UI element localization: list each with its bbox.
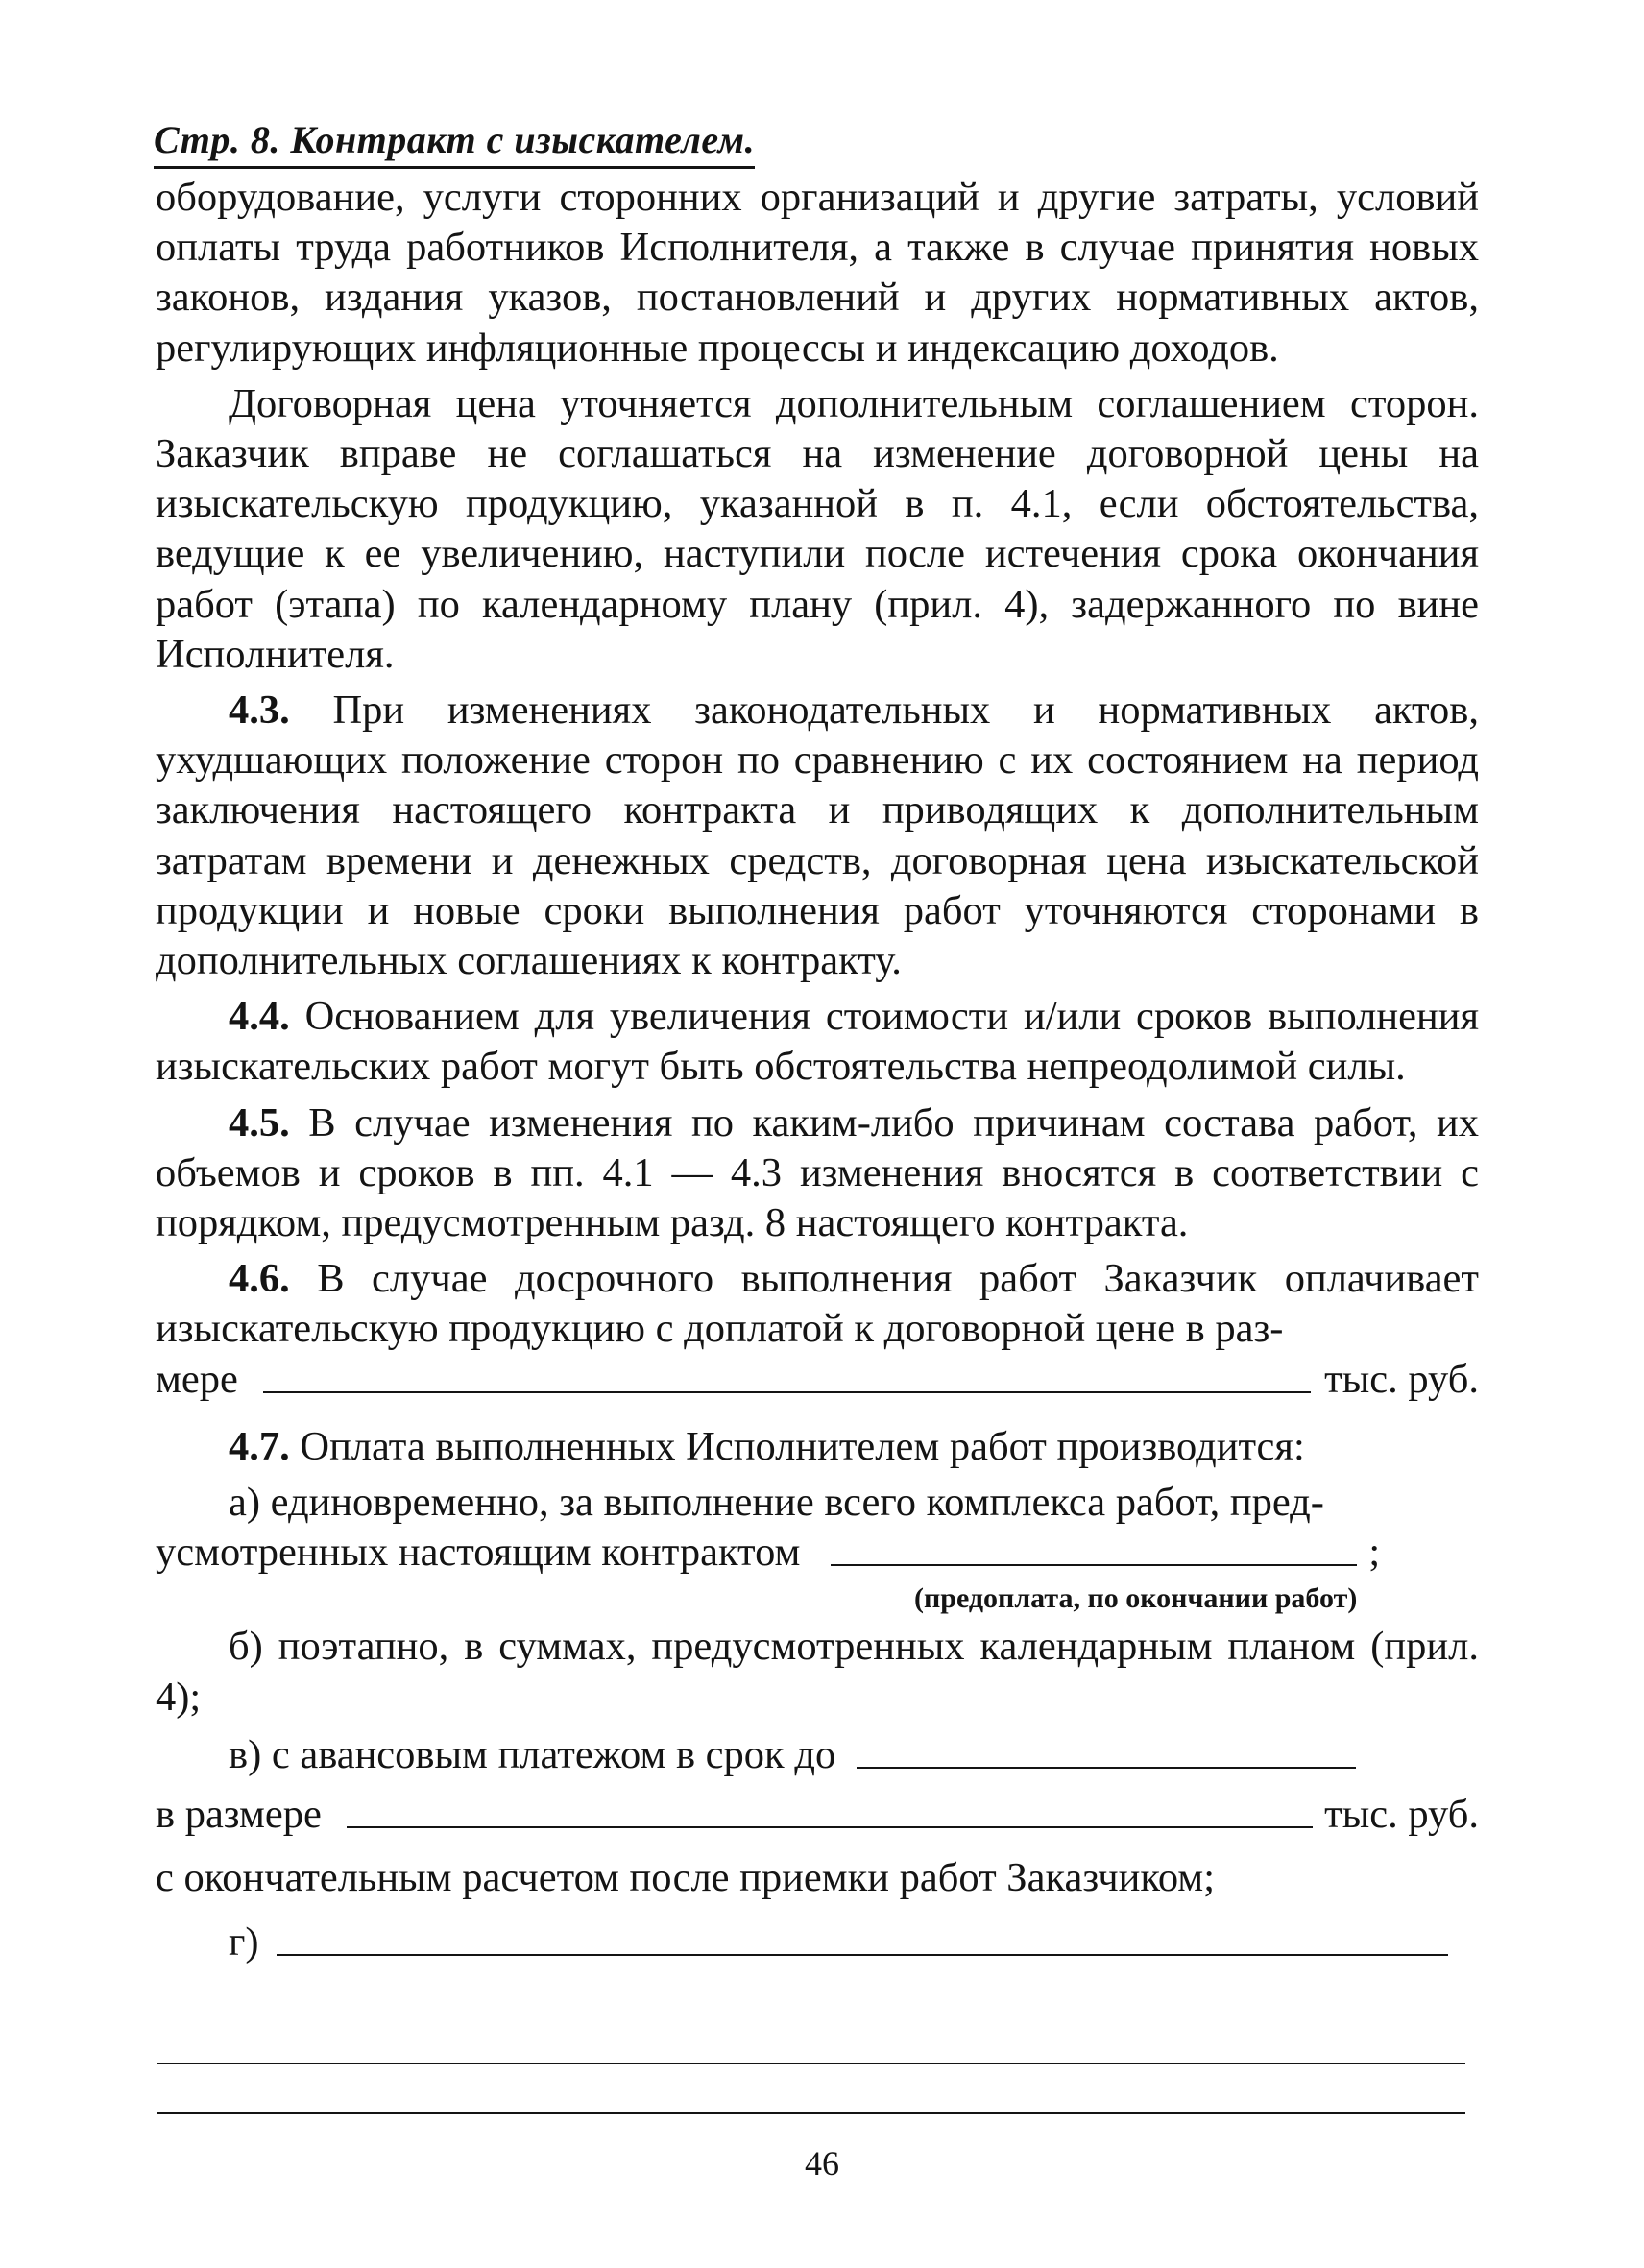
clause-text: Основанием для увеличения стоимости и/или сроков выполнения изыскательских работ могут быть обстоятельства непреодолимой силы.: [156, 994, 1479, 1090]
option-d-row: [156, 1918, 1479, 1967]
advance-amount-label: в размере: [156, 1792, 322, 1838]
clause-text: В случае досрочного выполнения работ Заказчик оплачивает изыскательскую продукцию с доплатой к договорной цене в раз-: [156, 1256, 1479, 1352]
clause-4-7: [156, 1422, 1479, 1472]
clause-number: 4.4.: [229, 994, 290, 1040]
amount-label: мере: [156, 1356, 238, 1402]
option-a-line: а) единовременно, за выполнение всего комплекса работ, пред-: [229, 1480, 1324, 1526]
early-payment-amount-row: [156, 1355, 1479, 1405]
option-c-row: [156, 1730, 1479, 1780]
clause-4-6: [156, 1254, 1479, 1354]
option-c-label: в) с авансовым платежом в срок до: [229, 1731, 836, 1777]
clause-number: 4.3.: [229, 688, 290, 734]
clause-number: 4.7.: [229, 1423, 290, 1469]
blank-line[interactable]: [157, 2112, 1465, 2114]
option-a-label: усмотренных настоящим контрактом: [156, 1530, 801, 1576]
page-number: 46: [805, 2144, 839, 2183]
clause-4-4: [156, 992, 1479, 1092]
amount-blank-field[interactable]: [263, 1391, 1311, 1393]
body-text: [156, 173, 1479, 1967]
option-d-blank-field[interactable]: [277, 1954, 1448, 1956]
clause-number: 4.6.: [229, 1256, 290, 1302]
option-d-label: г): [229, 1918, 259, 1965]
clause-4-5: [156, 1098, 1479, 1249]
advance-date-blank-field[interactable]: [857, 1767, 1356, 1769]
clause-text: При изменениях законодательных и нормативных актов, ухудшающих положение сторон по сравнению с их состоянием на период заключения настоящего контракта и приводящих к дополнительным затратам времени и денежных средств, договорная цена изыскательской продукции и новые сроки выполнения работ уточняются сторонами в дополнительных соглашениях к контракту.: [156, 688, 1479, 984]
advance-amount-unit: тыс. руб.: [1324, 1792, 1479, 1838]
option-a-row: [156, 1528, 1479, 1578]
option-b: б) поэтапно, в суммах, предусмотренных календарным планом (прил. 4);: [156, 1624, 1479, 1720]
clause-4-3: [156, 686, 1479, 986]
clause-number: 4.5.: [229, 1099, 290, 1146]
clause-text: Оплата выполненных Исполнителем работ производится:: [289, 1423, 1305, 1469]
paragraph-price-adjustment: Договорная цена уточняется дополнительным соглашением сторон. Заказчик вправе не соглашаться на изменение договорной цены на изыскательскую продукцию, указанной в п. 4.1, если обстоятельства, ведущие к ее увеличению, наступили после истечения срока окончания работ (этапа) по календарному плану (прил. 4), задержанного по вине Исполнителя.: [156, 380, 1479, 677]
paragraph-continuation: оборудование, услуги сторонних организаций и другие затраты, условий оплаты труда работников Исполнителя, а также в случае принятия новых законов, издания указов, постановлений и других нормативных актов, регулирующих инфляционные процессы и индексацию доходов.: [156, 175, 1479, 371]
advance-amount-row: [156, 1790, 1479, 1840]
running-header: Стр. 8. Контракт с изыскателем.: [154, 117, 755, 169]
final-settlement-text: с окончательным расчетом после приемки работ Заказчиком;: [156, 1855, 1216, 1901]
advance-amount-blank-field[interactable]: [347, 1826, 1313, 1828]
option-a-semicolon: ;: [1368, 1530, 1381, 1576]
option-a-hint: (предоплата, по окончании работ): [914, 1582, 1358, 1615]
blank-line[interactable]: [157, 2063, 1465, 2064]
clause-text: В случае изменения по каким-либо причинам состава работ, их объемов и сроков в пп. 4.1 — 4.3 изменения вносятся в соответствии с порядком, предусмотренным разд. 8 настоящего контракта.: [156, 1099, 1479, 1246]
option-a-blank-field[interactable]: [831, 1564, 1357, 1566]
amount-unit: тыс. руб.: [1324, 1356, 1479, 1402]
